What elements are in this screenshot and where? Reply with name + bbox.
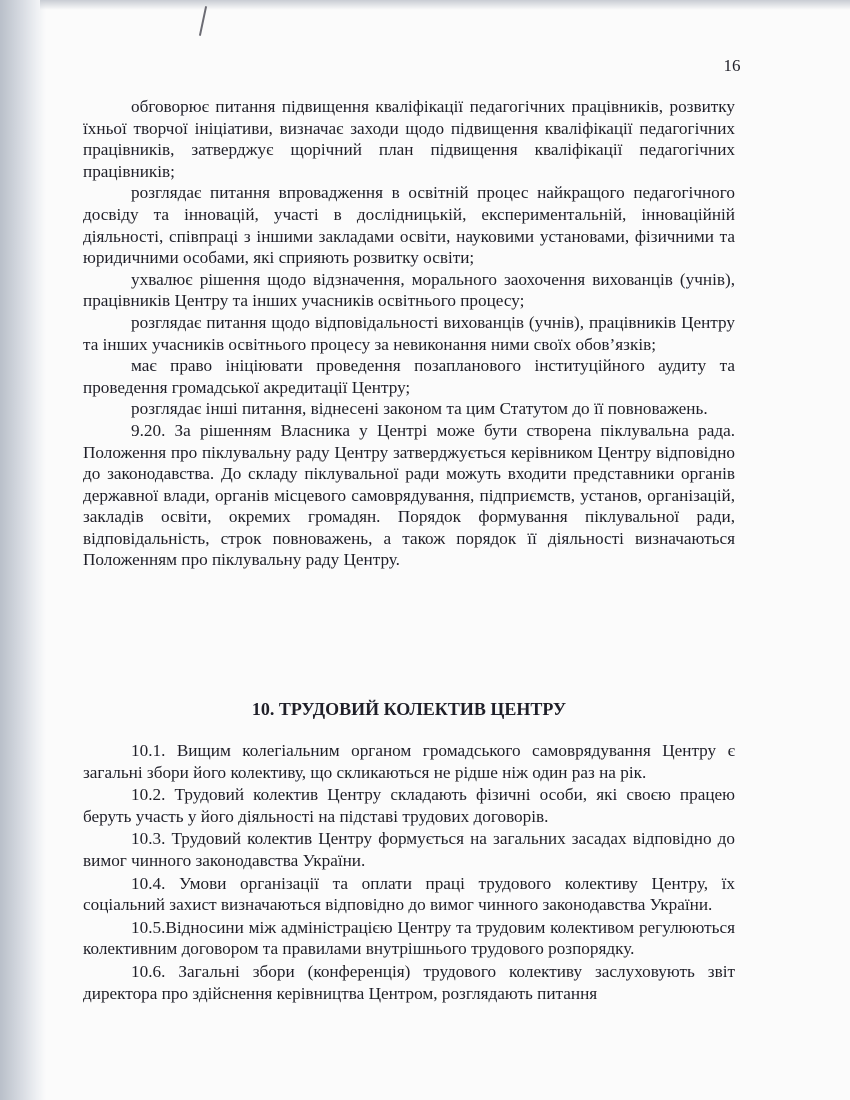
scan-binding-shadow xyxy=(0,0,46,1100)
bottom-text-block xyxy=(83,740,735,1004)
paragraph: 10.1. Вищим колегіальним органом громадського самоврядування Центру є загальні збори його колективу, що скликаються не рідше ніж один раз на рік. xyxy=(83,741,735,782)
scan-pen-mark xyxy=(199,6,207,36)
paragraph: розглядає питання щодо відповідальності вихованців (учнів), працівників Центру та інших учасників освітнього процесу за невиконання ними своїх обов’язків; xyxy=(83,312,735,354)
paragraph: обговорює питання підвищення кваліфікації педагогічних працівників, розвитку їхньої творчої ініціативи, визначає заходи щодо підвищення кваліфікації педагогічних працівників, затверджує щорічний план підвищення кваліфікації педагогічних працівників; xyxy=(83,97,735,181)
paragraph: має право ініціювати проведення позапланового інституційного аудиту та проведення громадської акредитації Центру; xyxy=(83,356,735,397)
page-number: 16 xyxy=(723,56,741,75)
paragraph: 9.20. За рішенням Власника у Центрі може бути створена піклувальна рада. Положення про піклувальну раду Центру затверджується керівником Центру відповідно до законодавства. До складу піклувальної ради можуть входити представники органів державної влади, органів місцевого самоврядування, підприємств, установ, організацій, закладів освіти, окремих громадян. Порядок формування піклувальної ради, відповідальність, строк повноважень, а також порядок її діяльності визначаються Положенням про піклувальну раду Центру. xyxy=(83,420,735,570)
paragraph: 10.3. Трудовий колектив Центру формується на загальних засадах відповідно до вимог чинного законодавства України. xyxy=(83,829,735,870)
scan-top-edge xyxy=(40,0,850,10)
paragraph: ухвалює рішення щодо відзначення, морального заохочення вихованців (учнів), працівників Центру та інших учасників освітнього процесу; xyxy=(83,269,735,311)
paragraph: 10.4. Умови організації та оплати праці трудового колективу Центру, їх соціальний захист визначаються відповідно до вимог чинного законодавства України. xyxy=(83,873,735,915)
paragraph: 10.6. Загальні збори (конференція) трудового колективу заслуховують звіт директора про здійснення керівництва Центром, розглядають питання xyxy=(83,961,735,1003)
paragraph: розглядає питання впровадження в освітній процес найкращого педагогічного досвіду та інновацій, участі в дослідницькій, експериментальній, інноваційній діяльності, співпраці з іншими закладами освіти, науковими установами, фізичними та юридичними особами, які сприяють розвитку освіти; xyxy=(83,183,735,268)
paragraph: розглядає інші питання, віднесені законом та цим Статутом до її повноважень. xyxy=(131,399,708,419)
paragraph: 10.2. Трудовий колектив Центру складають фізичні особи, які своєю працею беруть участь у його діяльності на підставі трудових договорів. xyxy=(83,785,735,826)
paragraph: 10.5.Відносини між адміністрацією Центру та трудовим колективом регулюються колективним договором та правилами внутрішнього трудового розпорядку. xyxy=(83,917,735,959)
top-text-block xyxy=(83,96,735,571)
section-heading: 10. ТРУДОВИЙ КОЛЕКТИВ ЦЕНТРУ xyxy=(251,699,567,719)
